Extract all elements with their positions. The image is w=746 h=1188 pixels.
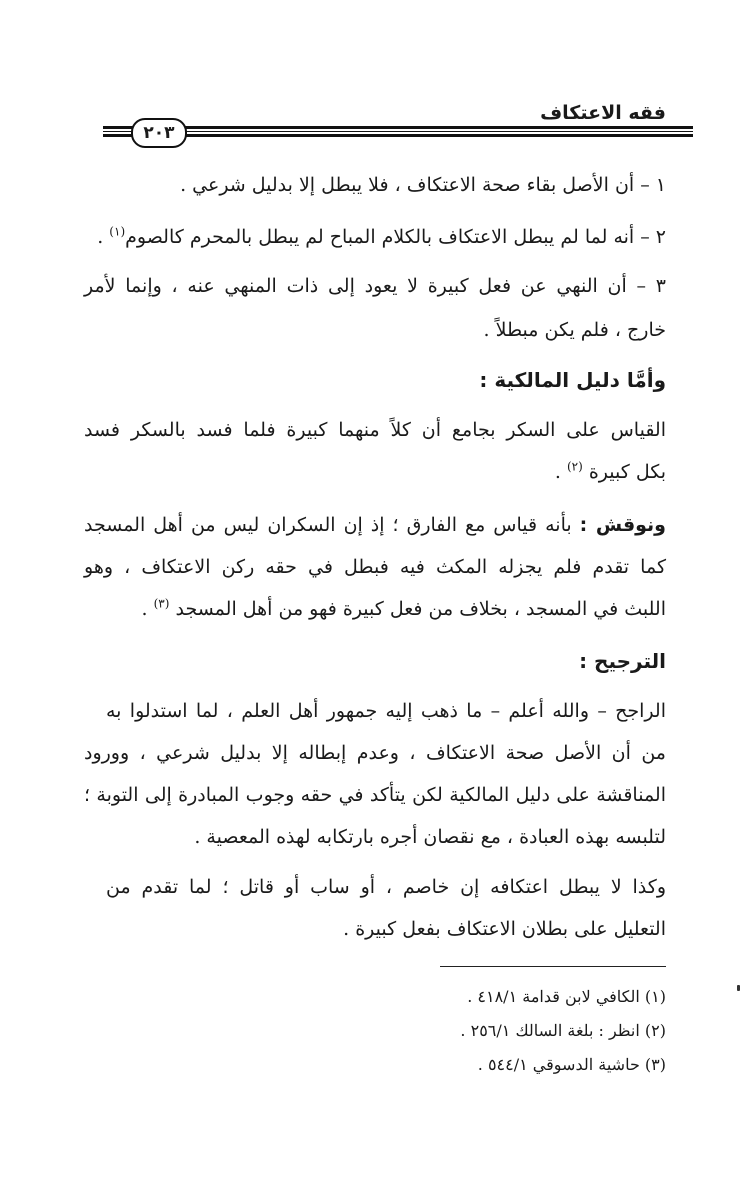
body-line-1: ١ – أن الأصل بقاء صحة الاعتكاف ، فلا يبطل إلا بدليل شرعي . bbox=[180, 174, 666, 196]
body-line-6-end: . bbox=[554, 461, 567, 483]
body-line-11: من أن الأصل صحة الاعتكاف ، وعدم إبطاله إلا بدليل شرعي ، وورود bbox=[84, 742, 666, 764]
body-line-15: التعليل على بطلان الاعتكاف بفعل كبيرة . bbox=[343, 918, 666, 940]
body-line-8: كما تقدم فلم يجزله المكث فيه فبطل في حقه ركن الاعتكاف ، وهو bbox=[84, 556, 666, 578]
discussion-label: ونوقش : bbox=[579, 514, 666, 536]
body-line-7-text: بأنه قياس مع الفارق ؛ إذ إن السكران ليس من أهل المسجد bbox=[84, 514, 580, 536]
body-line-6-text: بكل كبيرة bbox=[582, 461, 666, 483]
body-line-9-end: . bbox=[141, 598, 154, 620]
scan-speck bbox=[737, 985, 740, 991]
body-line-13: لتلبسه بهذه العبادة ، مع نقصان أجره بارتكابه لهذه المعصية . bbox=[194, 826, 666, 848]
header-rule-top bbox=[103, 126, 693, 129]
footnote-ref-1: (١) bbox=[109, 224, 126, 239]
body-line-12: المناقشة على دليل المالكية لكن يتأكد في حقه وجوب المبادرة إلى التوبة ؛ bbox=[84, 784, 666, 806]
body-line-2-end: . bbox=[97, 226, 110, 248]
footnote-1: (١) الكافي لابن قدامة ٤١٨/١ . bbox=[467, 987, 666, 1006]
footnote-3: (٣) حاشية الدسوقي ٥٤٤/١ . bbox=[477, 1055, 666, 1074]
running-header-title: فقه الاعتكاف bbox=[540, 102, 666, 124]
body-line-6 bbox=[555, 457, 666, 487]
body-line-4: خارج ، فلم يكن مبطلاً . bbox=[483, 319, 666, 341]
body-line-2 bbox=[97, 222, 666, 252]
body-line-2-text: ٢ – أنه لما لم يبطل الاعتكاف بالكلام المباح لم يبطل بالمحرم كالصوم bbox=[125, 226, 666, 248]
body-line-9 bbox=[142, 594, 666, 624]
body-line-7 bbox=[84, 510, 666, 540]
body-line-10: الراجح – والله أعلم – ما ذهب إليه جمهور أهل العلم ، لما استدلوا به bbox=[106, 700, 666, 722]
page-number-badge: ٢٠٣ bbox=[131, 118, 187, 148]
body-line-3: ٣ – أن النهي عن فعل كبيرة لا يعود إلى ذات المنهي عنه ، وإنما لأمر bbox=[84, 275, 666, 297]
footnote-ref-3: (٣) bbox=[153, 596, 170, 611]
body-line-5: القياس على السكر بجامع أن كلاً منهما كبيرة فلما فسد بالسكر فسد bbox=[84, 419, 666, 441]
body-line-14: وكذا لا يبطل اعتكافه إن خاصم ، أو ساب أو قاتل ؛ لما تقدم من bbox=[106, 876, 666, 898]
footnote-ref-2: (٢) bbox=[566, 459, 583, 474]
header-rule-bottom bbox=[103, 134, 693, 137]
body-line-9-text: اللبث في المسجد ، بخلاف من فعل كبيرة فهو من أهل المسجد bbox=[169, 598, 666, 620]
section-heading-preference: الترجيح : bbox=[579, 649, 666, 673]
footnote-separator bbox=[440, 966, 666, 967]
footnote-2: (٢) انظر : بلغة السالك ٢٥٦/١ . bbox=[460, 1021, 666, 1040]
header-rule-middle bbox=[103, 131, 693, 132]
section-heading-maliki-evidence: وأمَّا دليل المالكية : bbox=[479, 368, 666, 392]
